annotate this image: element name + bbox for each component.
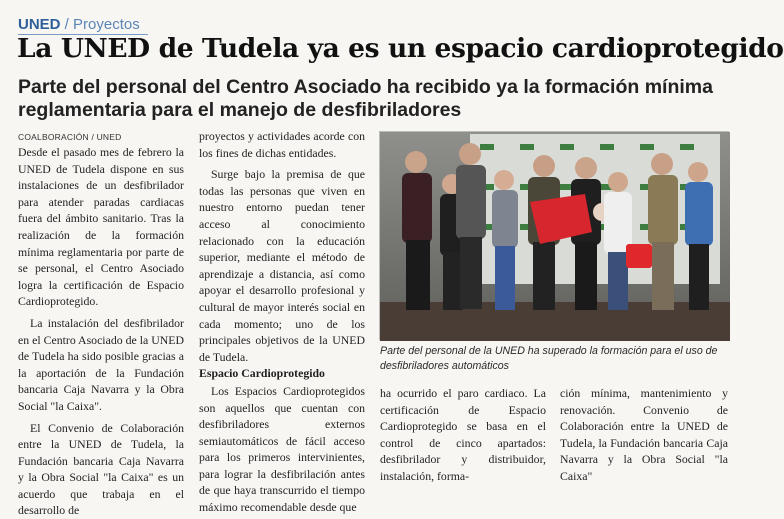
section-sub: / Proyectos xyxy=(61,16,140,33)
article-paragraph: ción mínima, mantenimiento y renovación. Convenio de Colaboración entre la UNED de Tudela, la Fundación bancaria Caja Navarra y la Obra Social "la Caixa" xyxy=(560,385,728,485)
group-photo-illustration xyxy=(380,132,730,341)
article-paragraph: proyectos y actividades acorde con los fines de dichas entidades. xyxy=(199,128,365,161)
article-paragraph: Desde el pasado mes de febrero la UNED de Tudela dispone en sus instalaciones de un desfibrilador para atender paradas cardiacas fuera del ámbito sanitario. Tras la realización de la formación mínima reglamentaria por parte de se personal, el Centro Asociado logra la certificación de Espacio Cardioprotegido. xyxy=(18,144,184,310)
article-paragraph: La instalación del desfibrilador en el Centro Asociado de la UNED de Tudela ha sido posible gracias a la aportación de la Fundación bancaria Caja Navarra y la Obra Social "la Caixa". xyxy=(18,315,184,415)
byline: COALBORACIÓN / UNED xyxy=(18,130,184,144)
article-paragraph: Surge bajo la premisa de que todas las personas que viven en nuestro entorno puedan tener acceso al conocimiento relacionado con la educación superior, mediante el método de aprendizaje a distancia, así como apoyar el desarrollo profesional y cultural de mayor interés social en cada momento; uno de los principales objetivos de la UNED de Tudela. xyxy=(199,166,365,365)
subtitle: Parte del personal del Centro Asociado ha recibido ya la formación mínima reglamentaria para el manejo de desfibriladores xyxy=(18,76,738,122)
photo-caption: Parte del personal de la UNED ha superado la formación para el uso de desfibriladores automáticos xyxy=(380,344,730,373)
article-column-1 xyxy=(18,130,184,519)
section-tag xyxy=(18,16,140,34)
group-photo xyxy=(379,131,729,340)
article-column-2 xyxy=(199,128,365,516)
headline: La UNED de Tudela ya es un espacio cardioprotegido xyxy=(17,33,784,64)
article-subhead: Espacio Cardioprotegido xyxy=(199,365,365,382)
article-paragraph: ha ocurrido el paro cardiaco. La certificación de Espacio Cardioprotegido se basa en el control de cinco apartados: desfibrilador y distribuidor, instalación, forma- xyxy=(380,385,546,485)
section-brand: UNED xyxy=(18,16,61,33)
article-paragraph: El Convenio de Colaboración entre la UNED de Tudela, la Fundación bancaria Caja Navarra y la Obra Social "la Caixa" es un acuerdo que trabaja en el desarrollo de xyxy=(18,420,184,519)
article-column-3 xyxy=(380,385,546,485)
article-column-4 xyxy=(560,385,728,485)
article-paragraph: Los Espacios Cardioprotegidos son aquellos que cuentan con desfibriladores externos semiautomáticos de fácil acceso para los primeros intervinientes, para lograr la desfibrilación antes de que haya transcurrido el tiempo máximo recomendable desde que xyxy=(199,383,365,516)
